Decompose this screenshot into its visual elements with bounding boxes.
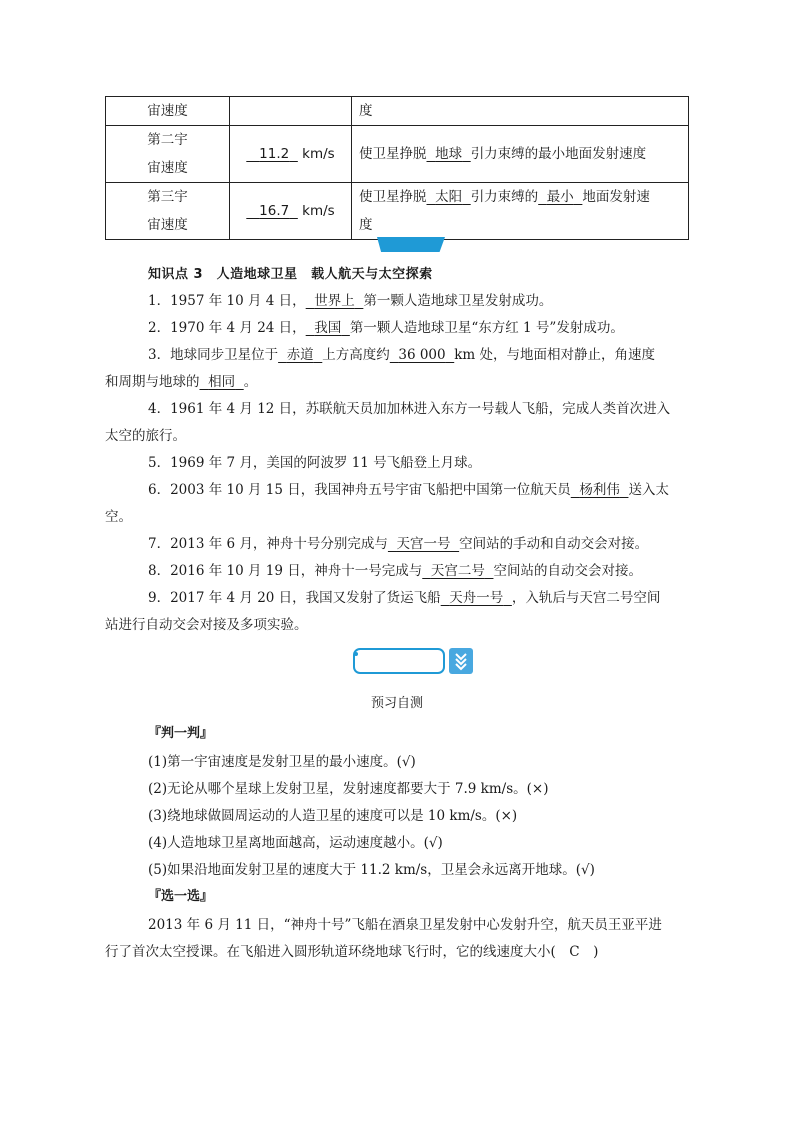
desc-text: 引力束缚的最小地面发射速度: [470, 146, 647, 162]
desc-text: 使卫星挣脱: [359, 146, 427, 162]
item-text: 和周期与地球的: [105, 374, 200, 390]
speed-name-line: 第二宇: [147, 132, 188, 148]
item-text: 第一颗人造地球卫星发射成功。: [363, 293, 553, 309]
judge-item: (4)人造地球卫星离地面越高，运动速度越小。(√): [148, 835, 443, 851]
item-text: 空间站的手动和自动交会对接。: [459, 536, 649, 552]
list-item: [148, 343, 655, 363]
table-row: [106, 126, 689, 183]
list-item-continuation: [105, 370, 257, 390]
item-text: 9．2017 年 4 月 20 日，我国又发射了货运飞船: [148, 590, 441, 606]
list-item: [148, 586, 660, 606]
judge-header: 『判一判』: [148, 726, 214, 741]
answer-blank: [306, 320, 350, 336]
answer-blank: [246, 203, 298, 219]
table-row: [106, 183, 689, 240]
speed-value: 11.2: [259, 146, 290, 162]
item-text: 1．1957 年 10 月 4 日，: [148, 293, 306, 309]
speed-desc-cell: [352, 97, 689, 126]
item-text: km 处，与地面相对静止，角速度: [454, 347, 655, 363]
answer-blank: [441, 590, 512, 606]
section-label-box: [353, 648, 445, 674]
speed-name-cell: [106, 126, 230, 183]
answer-blank: [306, 293, 364, 309]
list-item: [148, 478, 669, 498]
item-text: 上方高度约: [322, 347, 390, 363]
item-text: 。: [243, 374, 258, 390]
answer-blank: [390, 347, 454, 363]
item-text: 8．2016 年 10 月 19 日，神舟十一号完成与: [148, 563, 423, 579]
speed-unit: km/s: [302, 146, 335, 162]
answer-text: 赤道: [286, 347, 314, 363]
answer-blank: [200, 374, 244, 390]
list-item: [148, 532, 648, 552]
item-text: 站进行自动交会对接及多项实验。: [105, 617, 308, 633]
list-item-continuation: [105, 424, 186, 444]
item-text: 空间站的自动交会对接。: [493, 563, 642, 579]
knowledge-heading: 知识点 3 人造地球卫星 载人航天与太空探索: [148, 267, 433, 282]
item-text: 4．1961 年 4 月 12 日，苏联航天员加加林进入东方一号载人飞船，完成人类首次进入: [148, 401, 671, 417]
list-item-continuation: [105, 505, 132, 525]
answer-text: 太阳: [435, 189, 463, 205]
desc-text: 使卫星挣脱: [359, 189, 427, 205]
speed-name: 宙速度: [147, 103, 188, 119]
item-text: 2．1970 年 4 月 24 日，: [148, 320, 306, 336]
item-text: 7．2013 年 6 月，神舟十号分别完成与: [148, 536, 388, 552]
answer-text: 最小: [546, 189, 574, 205]
speed-name-line: 第三宇: [147, 189, 188, 205]
list-item: [148, 316, 624, 336]
answer-blank: [427, 189, 471, 205]
speed-name-cell: [106, 97, 230, 126]
choose-question-line: 行了首次太空授课。在飞船进入圆形轨道环绕地球飞行时，它的线速度大小( C ): [105, 944, 599, 960]
answer-blank: [246, 146, 298, 162]
item-text: 太空的旅行。: [105, 428, 186, 444]
answer-blank: [427, 146, 471, 162]
answer-blank: [278, 347, 322, 363]
choose-question-line: 2013 年 6 月 11 日，“神舟十号”飞船在酒泉卫星发射中心发射升空，航天员王亚平进: [148, 917, 662, 933]
dot-decoration: [354, 652, 358, 656]
desc-text: 地面发射速: [582, 189, 650, 205]
speed-value-cell: [230, 183, 352, 240]
speed-unit: km/s: [302, 203, 335, 219]
list-item: [148, 559, 642, 579]
list-item: [148, 289, 552, 309]
list-item-continuation: [105, 613, 308, 633]
speed-value: 16.7: [259, 203, 290, 219]
desc-text: 度: [359, 217, 373, 233]
answer-text: 杨利伟: [579, 482, 620, 498]
judge-item: (3)绕地球做圆周运动的人造卫星的速度可以是 10 km/s。(×): [148, 808, 518, 824]
item-text: 送入太: [628, 482, 669, 498]
answer-text: 相同: [208, 374, 236, 390]
answer-text: 地球: [435, 146, 463, 162]
judge-item: (5)如果沿地面发射卫星的速度大于 11.2 km/s，卫星会永远离开地球。(√): [148, 862, 595, 878]
double-chevron-down-icon: [449, 648, 473, 674]
item-text: 6．2003 年 10 月 15 日，我国神舟五号宇宙飞船把中国第一位航天员: [148, 482, 571, 498]
speed-desc: 度: [359, 103, 373, 119]
speed-value-cell: [230, 126, 352, 183]
item-text: 第一颗人造地球卫星“东方红 1 号”发射成功。: [349, 320, 624, 336]
desc-text: 引力束缚的: [470, 189, 539, 205]
item-text: 3．地球同步卫星位于: [148, 347, 279, 363]
answer-text: 天舟一号: [449, 590, 504, 606]
speed-name-line: 宙速度: [147, 160, 188, 176]
preview-title: 预习自测: [370, 696, 423, 711]
table-row: [106, 97, 689, 126]
item-text: ，入轨后与天宫二号空间: [511, 590, 661, 606]
answer-blank: [422, 563, 493, 579]
section-banner: [377, 237, 445, 252]
answer-blank: [538, 189, 582, 205]
double-chevron-down-icon-svg: [449, 648, 473, 674]
answer-text: 世界上: [314, 293, 355, 309]
list-item: [148, 451, 481, 471]
choose-header: 『选一选』: [148, 889, 214, 904]
judge-item: (1)第一宇宙速度是发射卫星的最小速度。(√): [148, 754, 416, 770]
answer-blank: [571, 482, 629, 498]
cosmic-speed-table: [105, 96, 689, 240]
judge-item: (2)无论从哪个星球上发射卫星，发射速度都要大于 7.9 km/s。(×): [148, 781, 549, 797]
item-text: 空。: [105, 509, 132, 525]
speed-name-cell: [106, 183, 230, 240]
answer-text: 我国: [314, 320, 342, 336]
speed-name-line: 宙速度: [147, 217, 188, 233]
item-text: 5．1969 年 7 月，美国的阿波罗 11 号飞船登上月球。: [148, 455, 482, 471]
answer-blank: [388, 536, 459, 552]
answer-text: 36 000: [398, 347, 446, 363]
speed-desc-cell: [352, 126, 689, 183]
answer-text: 天宫一号: [396, 536, 451, 552]
speed-desc-cell: [352, 183, 689, 240]
list-item: [148, 397, 670, 417]
answer-text: 天宫二号: [430, 563, 485, 579]
speed-value-cell: [230, 97, 352, 126]
